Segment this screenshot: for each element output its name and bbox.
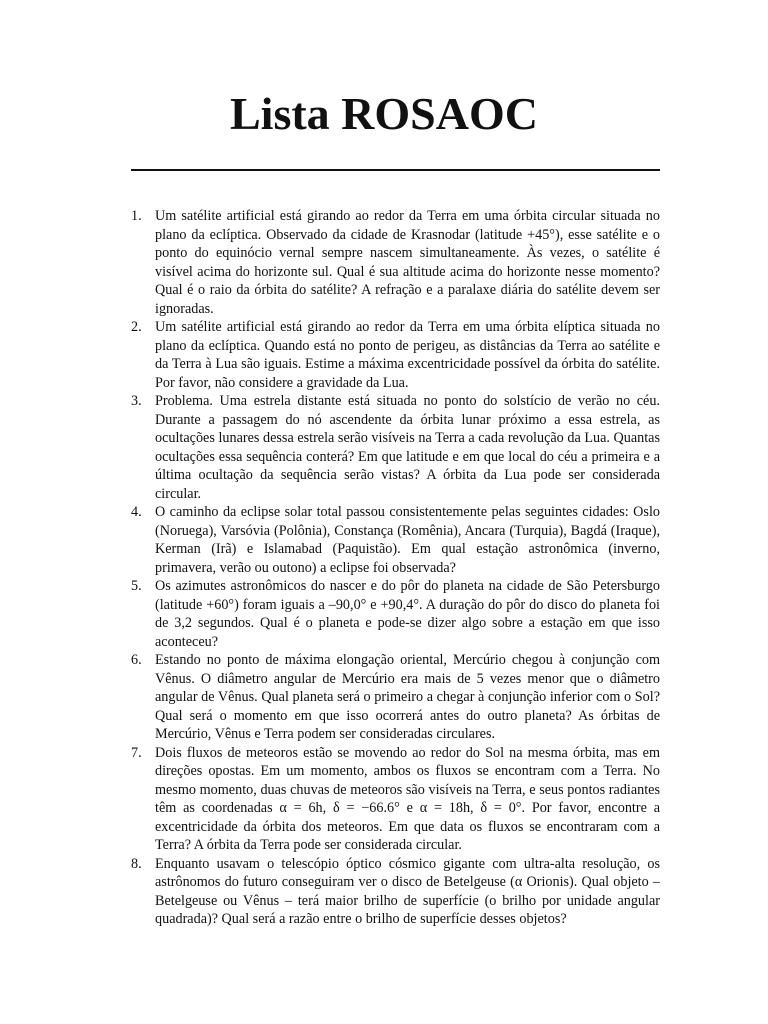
question-item bbox=[131, 207, 660, 318]
question-number: 6. bbox=[131, 652, 142, 668]
question-item bbox=[131, 503, 660, 577]
question-number: 3. bbox=[131, 393, 142, 409]
question-item bbox=[131, 577, 660, 651]
question-number: 4. bbox=[131, 504, 142, 520]
question-text: Enquanto usavam o telescópio óptico cósmico gigante com ultra-alta resolução, os astrônomos do futuro conseguiram ver o disco de Betelgeuse (α Orionis). Qual objeto – Betelgeuse ou Vênus – terá maior brilho de superfície (o brilho por unidade angular quadrada)? Qual será a razão entre o brilho de superfície desses objetos? bbox=[155, 855, 660, 927]
question-text: Estando no ponto de máxima elongação oriental, Mercúrio chegou à conjunção com Vênus. O diâmetro angular de Mercúrio era mais de 5 vezes menor que o diâmetro angular de Vênus. Qual planeta será o primeiro a chegar à conjunção inferior com o Sol? Qual será o momento em que isso ocorrerá antes do outro planeta? As órbitas de Mercúrio, Vênus e Terra podem ser consideradas circulares. bbox=[155, 652, 660, 742]
question-number: 8. bbox=[131, 855, 142, 872]
question-number: 7. bbox=[131, 744, 142, 761]
question-text: Os azimutes astronômicos do nascer e do pôr do planeta na cidade de São Petersburgo (latitude +60°) foram iguais a –90,0° e +90,4°. A duração do pôr do disco do planeta foi de 3,2 segundos. Qual é o planeta e pode-se dizer algo sobre a estação em que isso aconteceu? bbox=[155, 578, 660, 650]
question-number: 2. bbox=[131, 319, 142, 335]
question-text: Problema. Uma estrela distante está situada no ponto do solstício de verão no céu. Durante a passagem do nó ascendente da órbita lunar próximo a essa estrela, as ocultações lunares dessa estrela serão visíveis na Terra a cada revolução da Lua. Quantas ocultações essa sequência conterá? Em que latitude e em que local do céu a primeira e a última ocultação da sequência serão vistas? A órbita da Lua pode ser considerada circular. bbox=[155, 393, 660, 502]
title-divider bbox=[131, 169, 660, 171]
question-number: 5. bbox=[131, 578, 142, 594]
question-item bbox=[131, 651, 660, 744]
question-text: Um satélite artificial está girando ao redor da Terra em uma órbita circular situada no plano da eclíptica. Observado da cidade de Krasnodar (latitude +45°), esse satélite e o ponto do equinócio vernal sempre nascem simultaneamente. Às vezes, o satélite é visível acima do horizonte sul. Qual é sua altitude acima do horizonte nesse momento? Qual é o raio da órbita do satélite? A refração e a paralaxe diária do satélite devem ser ignoradas. bbox=[155, 208, 660, 317]
question-item bbox=[131, 318, 660, 392]
document-title: Lista ROSAOC bbox=[230, 88, 538, 139]
question-item bbox=[131, 855, 660, 929]
question-number: 1. bbox=[131, 208, 142, 224]
question-text: Dois fluxos de meteoros estão se movendo ao redor do Sol na mesma órbita, mas em direções opostas. Em um momento, ambos os fluxos se encontram com a Terra. No mesmo momento, duas chuvas de meteoros são visíveis na Terra, e seus pontos radiantes têm as coordenadas α = 6h, δ = −66.6° e α = 18h, δ = 0°. Por favor, encontre a excentricidade da órbita dos meteoros. Em que data os fluxos se encontraram com a Terra? A órbita da Terra pode ser considerada circular. bbox=[155, 744, 660, 853]
question-list bbox=[131, 207, 660, 929]
question-text: O caminho da eclipse solar total passou consistentemente pelas seguintes cidades: Oslo (Noruega), Varsóvia (Polônia), Constança (Romênia), Ancara (Turquia), Bagdá (Iraque), Kerman (Irã) e Islamabad (Paquistão). Em qual estação astronômica (inverno, primavera, verão ou outono) a eclipse foi observada? bbox=[155, 504, 660, 576]
question-text: Um satélite artificial está girando ao redor da Terra em uma órbita elíptica situada no plano da eclíptica. Quando está no ponto de perigeu, as distâncias da Terra ao satélite e da Terra à Lua são iguais. Estime a máxima excentricidade possível da órbita do satélite. Por favor, não considere a gravidade da Lua. bbox=[155, 319, 660, 391]
question-item bbox=[131, 744, 660, 855]
question-item bbox=[131, 392, 660, 503]
